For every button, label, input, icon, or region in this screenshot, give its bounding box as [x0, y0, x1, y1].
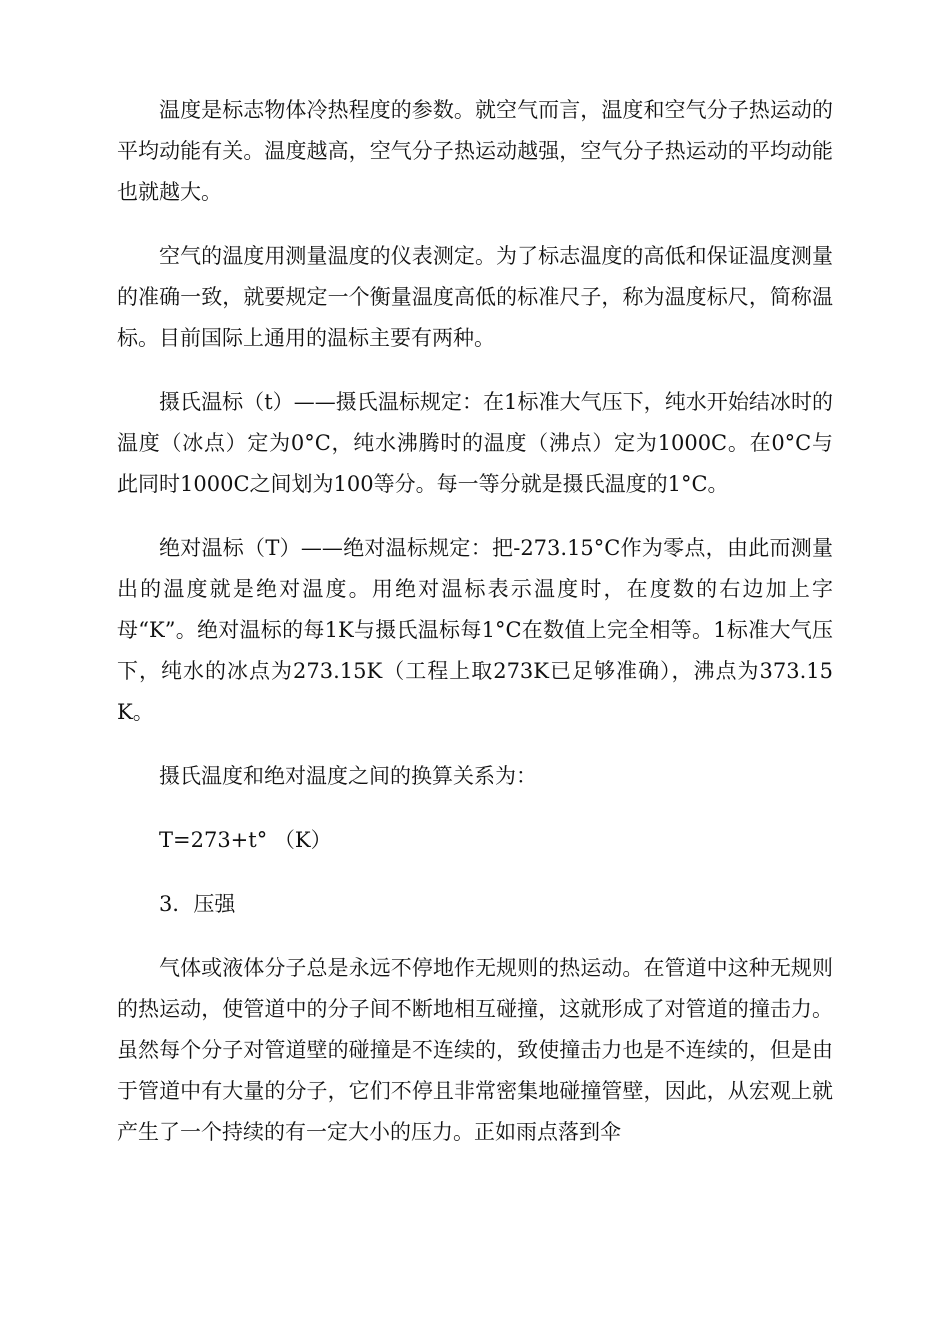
paragraph-pressure-body: 气体或液体分子总是永远不停地作无规则的热运动。在管道中这种无规则的热运动，使管道中的分子间不断地相互碰撞，这就形成了对管道的撞击力。虽然每个分子对管道壁的碰撞是不连续的，致使撞击力也是不连续的，但是由于管道中有大量的分子，它们不停且非常密集地碰撞管壁，因此，从宏观上就产生了一个持续的有一定大小的压力。正如雨点落到伞 — [117, 956, 833, 1144]
paragraph-temperature-intro: 温度是标志物体冷热程度的参数。就空气而言，温度和空气分子热运动的平均动能有关。温度越高，空气分子热运动越强，空气分子热运动的平均动能也就越大。 — [117, 98, 833, 204]
document-page — [117, 90, 833, 1176]
paragraph-celsius-scale: 摄氏温标（t）——摄氏温标规定：在1标准大气压下，纯水开始结冰时的温度（冰点）定为0°C，纯水沸腾时的温度（沸点）定为1000C。在0°C与此同时1000C之间划为100等分。每一等分就是摄氏温度的1°C。 — [117, 390, 833, 496]
paragraph-kelvin-scale: 绝对温标（T）——绝对温标规定：把-273.15°C作为零点，由此而测量出的温度就是绝对温度。用绝对温标表示温度时，在度数的右边加上字母“K”。绝对温标的每1K与摄氏温标每1°C在数值上完全相等。1标准大气压下，纯水的冰点为273.15K（工程上取273K已足够准确），沸点为373.15K。 — [117, 536, 833, 724]
paragraph-conversion-intro: 摄氏温度和绝对温度之间的换算关系为： — [159, 764, 537, 788]
conversion-formula: T=273+t° （K） — [159, 828, 332, 852]
paragraph-temperature-scale: 空气的温度用测量温度的仪表测定。为了标志温度的高低和保证温度测量的准确一致，就要规定一个衡量温度高低的标准尺子，称为温度标尺，简称温标。目前国际上通用的温标主要有两种。 — [117, 244, 833, 350]
section-heading-pressure: 3．压强 — [159, 892, 236, 916]
